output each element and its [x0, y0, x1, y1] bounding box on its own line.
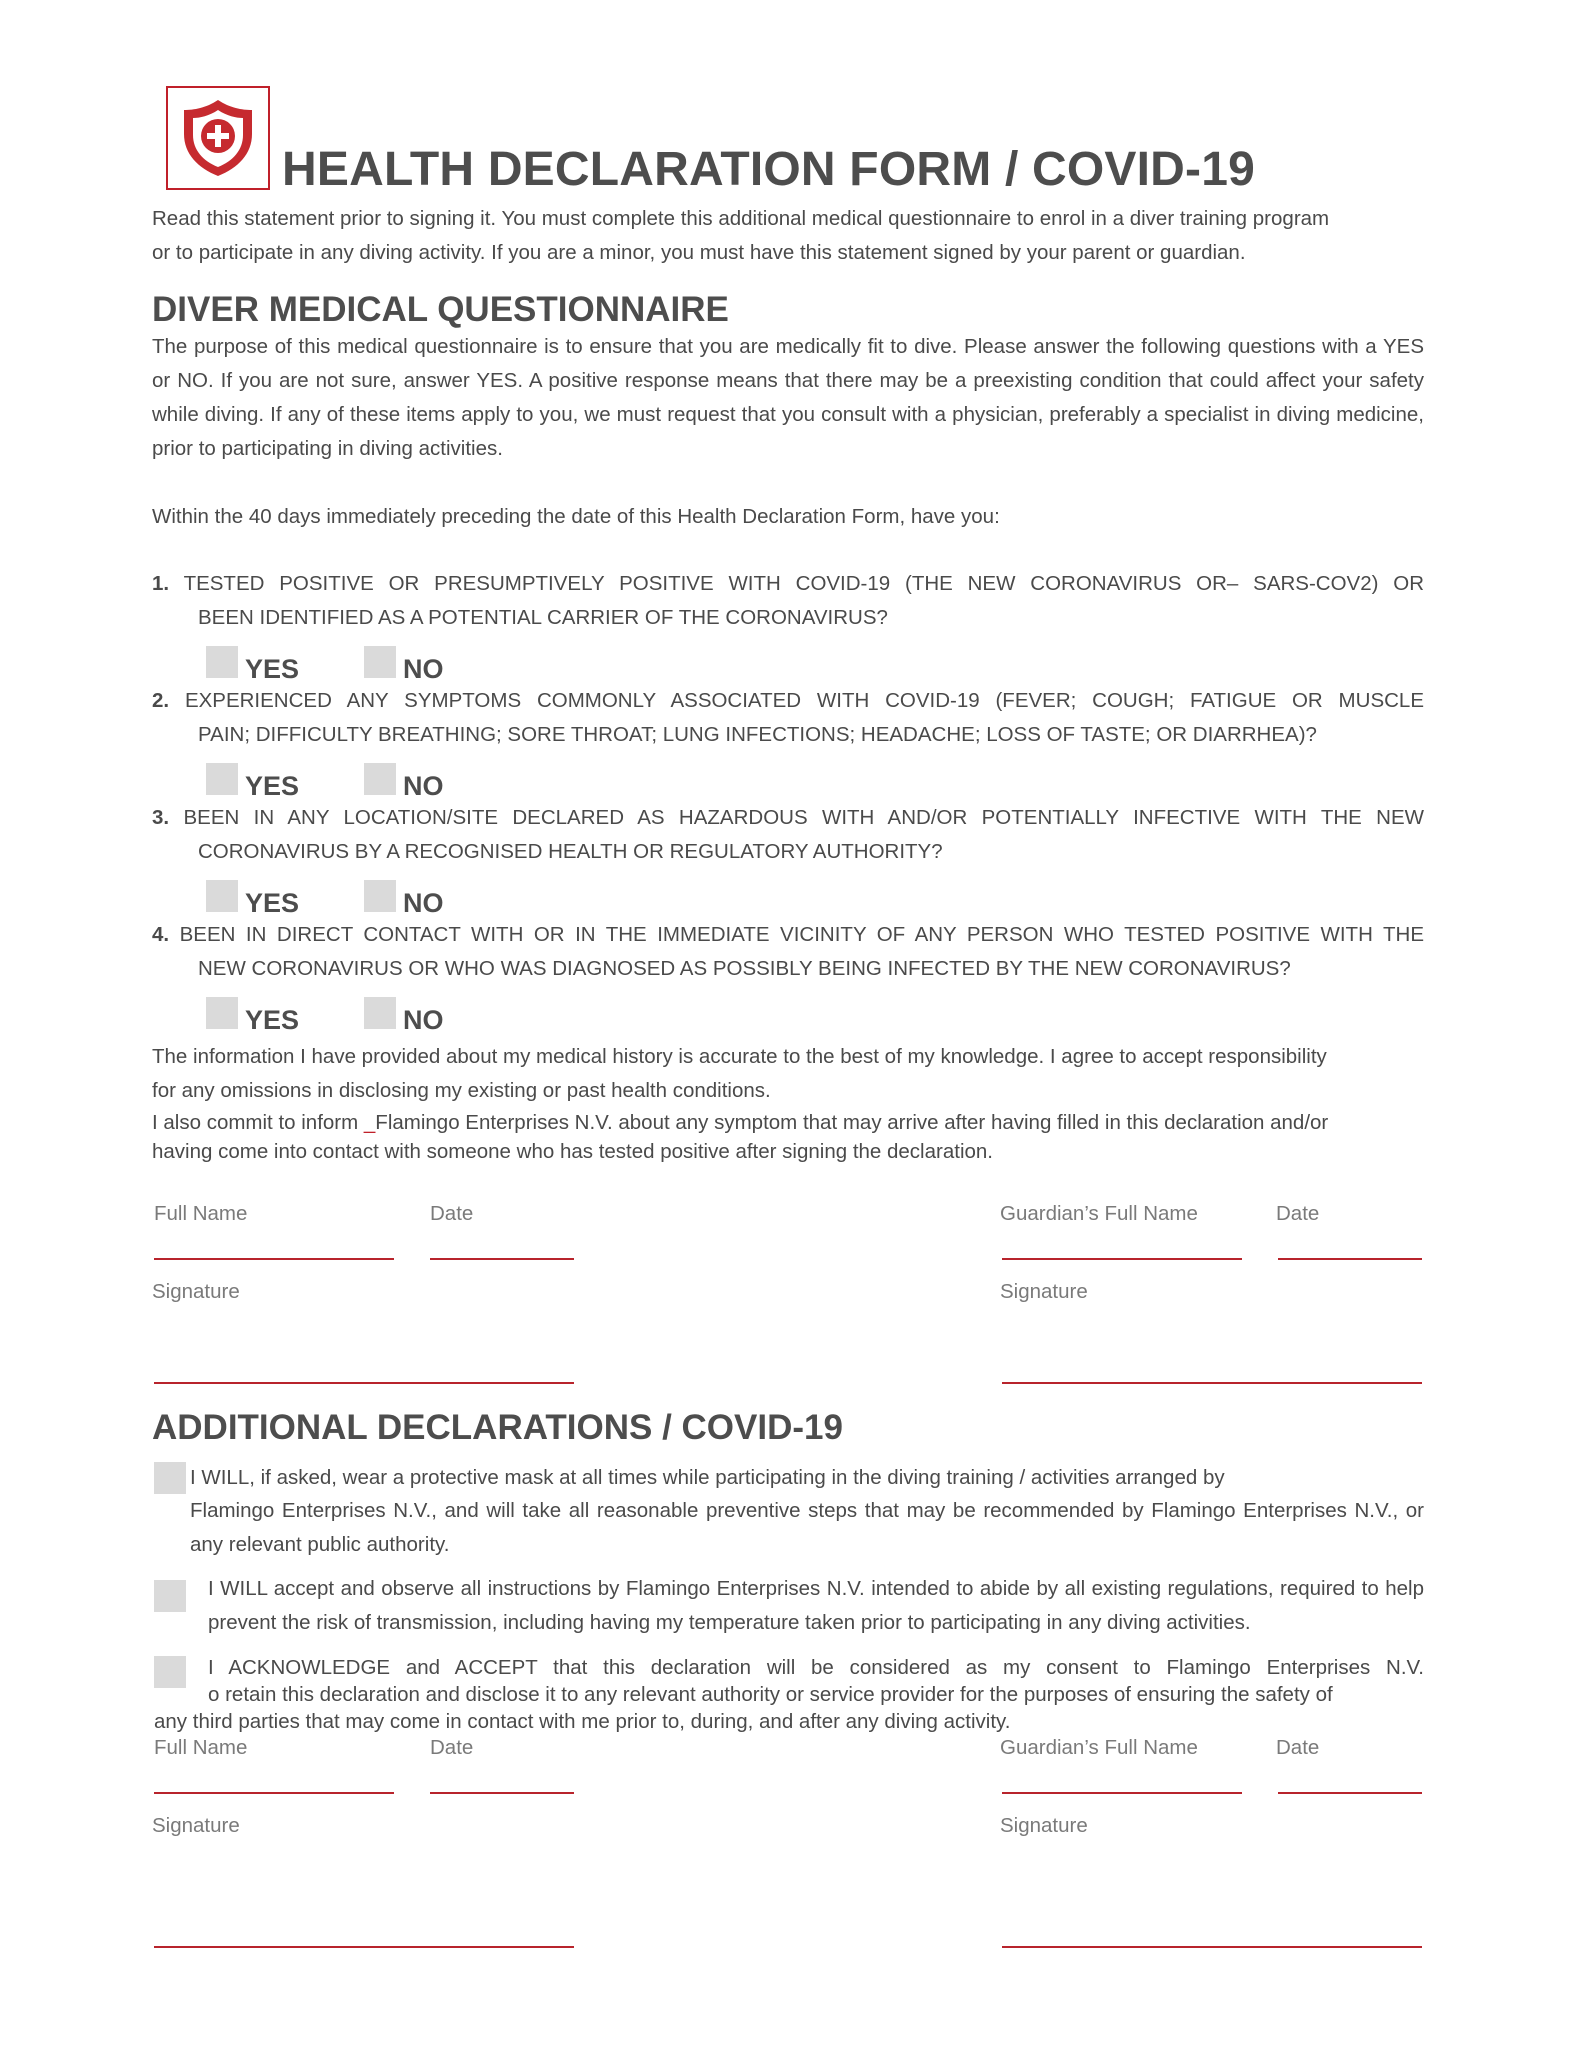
intro-line-2: or to participate in any diving activity. If you are a minor, you must have this statement signed by your parent or guardian.: [152, 241, 1246, 264]
question-text: BEEN IN DIRECT CONTACT WITH OR IN THE IMMEDIATE VICINITY OF ANY PERSON WHO TESTED POSITIVE WITH THE: [179, 923, 1424, 946]
question-text-cont: CORONAVIRUS BY A RECOGNISED HEALTH OR REGULATORY AUTHORITY?: [198, 840, 943, 863]
full-name-line[interactable]: [154, 1258, 394, 1260]
q3-no-checkbox[interactable]: [364, 880, 396, 912]
full-name-label: Full Name: [154, 1202, 248, 1225]
signature-label-2: Signature: [152, 1814, 240, 1837]
statement-line-2: for any omissions in disclosing my existing or past health conditions.: [152, 1079, 771, 1102]
guardian-signature-line-2[interactable]: [1002, 1946, 1422, 1948]
guardian-signature-label: Signature: [1000, 1280, 1088, 1303]
question-number: 4.: [152, 923, 170, 946]
question-number: 2.: [152, 689, 170, 712]
question-text-cont: PAIN; DIFFICULTY BREATHING; SORE THROAT; LUNG INFECTIONS; HEADACHE; LOSS OF TASTE; OR DIARRHEA)?: [198, 723, 1317, 746]
q3-yes-checkbox[interactable]: [206, 880, 238, 912]
q1-yes-label: YES: [245, 654, 300, 684]
question-number: 1.: [152, 572, 170, 595]
date-line-2[interactable]: [430, 1792, 574, 1794]
q4-yes-label: YES: [245, 1005, 300, 1035]
q2-yes-checkbox[interactable]: [206, 763, 238, 795]
declaration-3-checkbox[interactable]: [154, 1656, 186, 1688]
guardian-date-label: Date: [1276, 1202, 1320, 1225]
question-text: EXPERIENCED ANY SYMPTOMS COMMONLY ASSOCIATED WITH COVID-19 (FEVER; COUGH; FATIGUE OR MUSCLE: [184, 689, 1424, 712]
page-title: HEALTH DECLARATION FORM / COVID-19: [282, 143, 1256, 196]
q2-yes-label: YES: [245, 771, 300, 801]
guardian-date-line[interactable]: [1278, 1258, 1422, 1260]
full-name-label-2: Full Name: [154, 1736, 248, 1759]
blank-marker: _: [363, 1111, 376, 1134]
question-text: TESTED POSITIVE OR PRESUMPTIVELY POSITIVE WITH COVID-19 (THE NEW CORONAVIRUS OR– SARS-COV2) OR: [183, 572, 1425, 595]
q1-no-label: NO: [403, 654, 444, 684]
questionnaire-purpose: The purpose of this medical questionnaire is to ensure that you are medically fit to dive. Please answer the following questions with a YES or NO. If you are not sure, answer YES. A positive response means that there may be a preexisting condition that could affect your safety while diving. If any of these items apply to you, we must request that you consult with a physician, preferably a specialist in diving medicine, prior to participating in diving activities.: [152, 335, 1424, 460]
declaration-1-checkbox[interactable]: [154, 1462, 186, 1494]
q1-no-checkbox[interactable]: [364, 646, 396, 678]
q2-no-checkbox[interactable]: [364, 763, 396, 795]
accuracy-statement: [152, 1040, 1432, 1108]
additional-heading: ADDITIONAL DECLARATIONS / COVID-19: [152, 1408, 843, 1447]
q1-yes-checkbox[interactable]: [206, 646, 238, 678]
question-3: [152, 801, 1424, 869]
commit-line-2: having come into contact with someone who has tested positive after signing the declaration.: [152, 1140, 993, 1163]
commit-statement: [152, 1108, 1442, 1166]
date-line[interactable]: [430, 1258, 574, 1260]
full-name-line-2[interactable]: [154, 1792, 394, 1794]
declaration-1-rest: Flamingo Enterprises N.V., and will take all reasonable preventive steps that may be recommended by Flamingo Enterprises N.V., or any relevant public authority.: [190, 1499, 1424, 1556]
guardian-signature-label-2: Signature: [1000, 1814, 1088, 1837]
declaration-1-first-line: I WILL, if asked, wear a protective mask at all times while participating in the diving training / activities arranged by: [190, 1466, 1225, 1489]
question-text-cont: NEW CORONAVIRUS OR WHO WAS DIAGNOSED AS POSSIBLY BEING INFECTED BY THE NEW CORONAVIRUS?: [198, 957, 1291, 980]
logo: [166, 86, 270, 190]
date-label: Date: [430, 1202, 474, 1225]
q4-no-checkbox[interactable]: [364, 997, 396, 1029]
intro-line-1: Read this statement prior to signing it. You must complete this additional medical questionnaire to enrol in a diver training program: [152, 207, 1330, 230]
question-4: [152, 918, 1424, 986]
guardian-full-name-line[interactable]: [1002, 1258, 1242, 1260]
commit-company-text: Flamingo Enterprises N.V. about any symptom that may arrive after having filled in this declaration and/or: [375, 1111, 1329, 1134]
question-text-cont: BEEN IDENTIFIED AS A POTENTIAL CARRIER OF THE CORONAVIRUS?: [198, 606, 888, 629]
signature-label: Signature: [152, 1280, 240, 1303]
signature-line[interactable]: [154, 1382, 574, 1384]
commit-text: I also commit to inform: [152, 1111, 364, 1134]
declaration-2-text: I WILL accept and observe all instructions by Flamingo Enterprises N.V. intended to abide by all existing regulations, required to help prevent the risk of transmission, including having my temperature taken prior to participating in any diving activities.: [208, 1577, 1424, 1634]
declaration-2-checkbox[interactable]: [154, 1580, 186, 1612]
signature-line-2[interactable]: [154, 1946, 574, 1948]
guardian-date-line-2[interactable]: [1278, 1792, 1422, 1794]
shield-cross-icon: [178, 96, 258, 180]
guardian-date-label-2: Date: [1276, 1736, 1320, 1759]
guardian-signature-line[interactable]: [1002, 1382, 1422, 1384]
q2-no-label: NO: [403, 771, 444, 801]
q3-yes-label: YES: [245, 888, 300, 918]
question-2: [152, 684, 1424, 752]
guardian-full-name-line-2[interactable]: [1002, 1792, 1242, 1794]
intro-text: [152, 202, 1432, 270]
statement-line-1: The information I have provided about my medical history is accurate to the best of my knowledge. I agree to accept responsibility: [152, 1045, 1327, 1068]
question-text: BEEN IN ANY LOCATION/SITE DECLARED AS HAZARDOUS WITH AND/OR POTENTIALLY INFECTIVE WITH THE NEW: [183, 806, 1425, 829]
question-number: 3.: [152, 806, 170, 829]
questionnaire-lead-in: Within the 40 days immediately preceding the date of this Health Declaration Form, have you:: [152, 505, 1000, 528]
declaration-3-line-1: I ACKNOWLEDGE and ACCEPT that this declaration will be considered as my consent to Flamingo Enterprises N.V.: [208, 1656, 1424, 1679]
declaration-3-line-2: o retain this declaration and disclose it to any relevant authority or service provider for the purposes of ensuring the safety of: [208, 1683, 1333, 1706]
q3-no-label: NO: [403, 888, 444, 918]
guardian-full-name-label-2: Guardian’s Full Name: [1000, 1736, 1198, 1759]
questionnaire-heading: DIVER MEDICAL QUESTIONNAIRE: [152, 290, 729, 329]
date-label-2: Date: [430, 1736, 474, 1759]
declaration-3-line-3: any third parties that may come in contact with me prior to, during, and after any diving activity.: [154, 1710, 1011, 1733]
question-1: [152, 567, 1424, 635]
q4-no-label: NO: [403, 1005, 444, 1035]
q4-yes-checkbox[interactable]: [206, 997, 238, 1029]
guardian-full-name-label: Guardian’s Full Name: [1000, 1202, 1198, 1225]
